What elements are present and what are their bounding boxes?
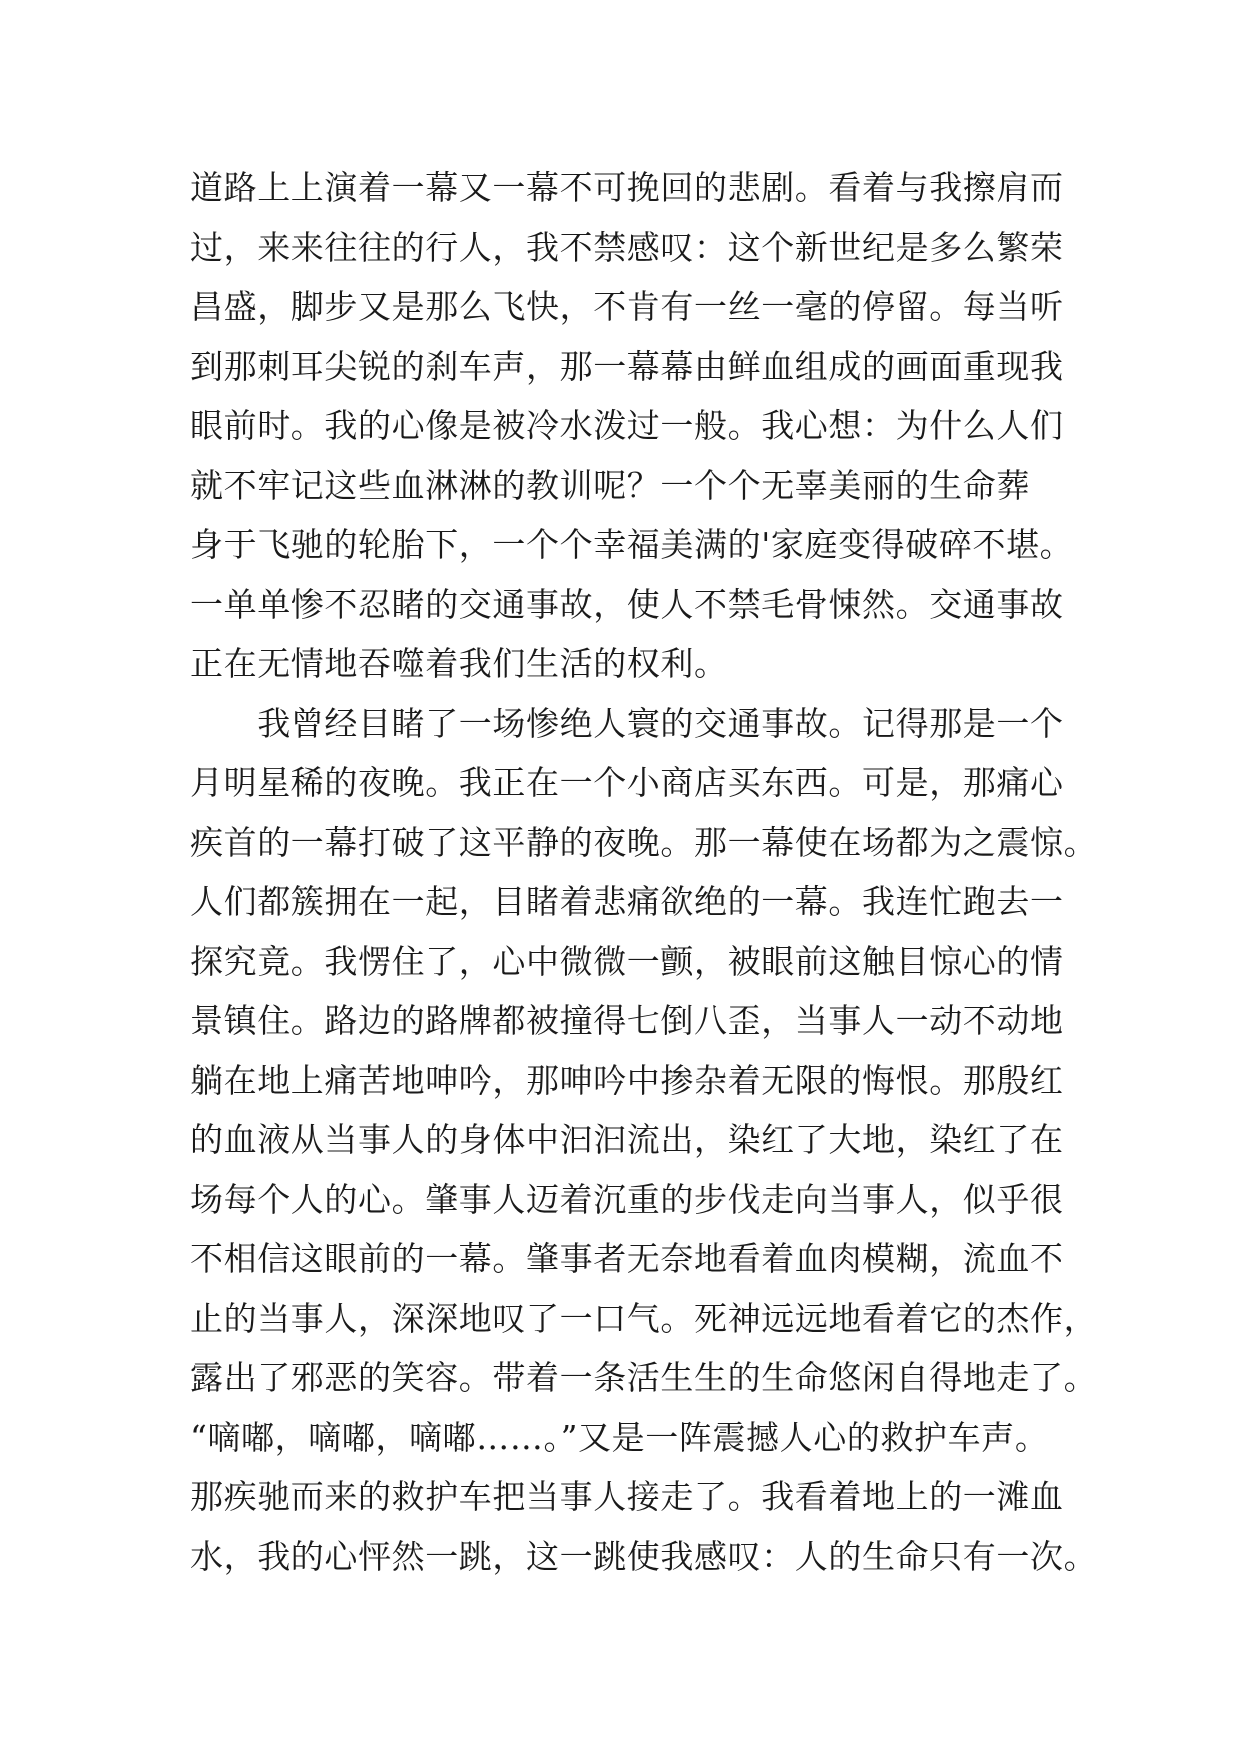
text-line: 景镇住。路边的路牌都被撞得七倒八歪，当事人一动不动地 [190,1001,1064,1040]
text-line: 探究竟。我愣住了，心中微微一颤，被眼前这触目惊心的情 [190,941,1064,981]
text-line: 我曾经目睹了一场惨绝人寰的交通事故。记得那是一个 [190,703,1064,743]
text-line: 月明星稀的夜晚。我正在一个小商店买东西。可是，那痛心 [190,763,1064,802]
text-line: 过，来来往往的行人，我不禁感叹：这个新世纪是多么繁荣 [190,227,1064,267]
text-line: 疾首的一幕打破了这平静的夜晚。那一幕使在场都为之震惊。 [190,822,1098,862]
text-line: 就不牢记这些血淋淋的教训呢？一个个无辜美丽的生命葬 [190,465,1030,505]
text-line: 的血液从当事人的身体中汩汩流出，染红了大地，染红了在 [190,1120,1064,1159]
text-line: 一单单惨不忍睹的交通事故，使人不禁毛骨悚然。交通事故 [190,584,1064,624]
text-line: 场每个人的心。肇事人迈着沉重的步伐走向当事人，似乎很 [190,1179,1064,1219]
text-line: 到那刺耳尖锐的刹车声，那一幕幕由鲜血组成的画面重现我 [190,346,1064,386]
text-line: 不相信这眼前的一幕。肇事者无奈地看着血肉模糊，流血不 [190,1239,1064,1278]
text-line: 道路上上演着一幕又一幕不可挽回的悲剧。看着与我擦肩而 [190,168,1064,207]
text-line: 眼前时。我的心像是被冷水泼过一般。我心想：为什么人们 [190,406,1064,445]
text-line: 那疾驰而来的救护车把当事人接走了。我看着地上的一滩血 [190,1477,1064,1516]
text-line: 昌盛，脚步又是那么飞快，不肯有一丝一毫的停留。每当听 [190,287,1064,326]
body-text [190,158,1098,1586]
text-line: 躺在地上痛苦地呻吟，那呻吟中掺杂着无限的悔恨。那殷红 [190,1060,1064,1100]
text-line: “嘀嘟，嘀嘟，嘀嘟……。”又是一阵震撼人心的救护车声。 [190,1417,1049,1457]
text-line: 水，我的心怦然一跳，这一跳使我感叹：人的生命只有一次。 [190,1536,1098,1576]
text-line: 身于飞驰的轮胎下，一个个幸福美满的'家庭变得破碎不堪。 [190,525,1074,564]
text-line: 止的当事人，深深地叹了一口气。死神远远地看着它的杰作， [190,1298,1098,1338]
text-line: 正在无情地吞噬着我们生活的权利。 [190,644,728,683]
text-line: 人们都簇拥在一起，目睹着悲痛欲绝的一幕。我连忙跑去一 [190,882,1064,921]
text-line: 露出了邪恶的笑容。带着一条活生生的生命悠闲自得地走了。 [190,1358,1098,1397]
